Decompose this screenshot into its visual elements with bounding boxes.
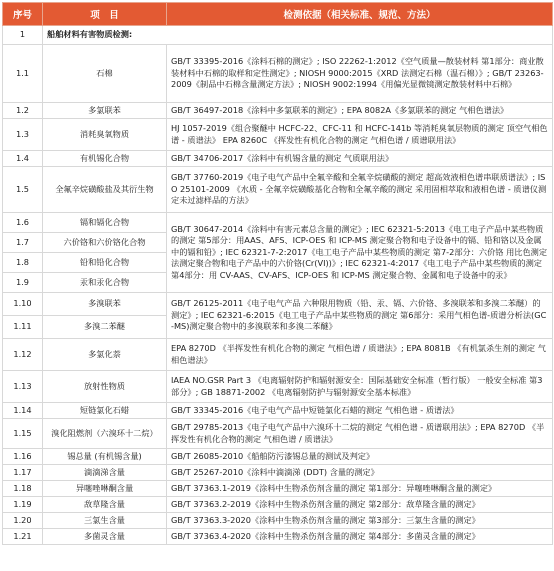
table-row: [3, 151, 553, 167]
row-item: 全氟辛烷磺酸盐及其衍生物: [43, 167, 167, 213]
row-no: 1.13: [3, 371, 43, 403]
row-no: 1.11: [3, 316, 43, 339]
row-item: 铅和铅化合物: [43, 253, 167, 273]
table-row: [3, 449, 553, 465]
table-row: [3, 403, 553, 419]
row-item: 多菌灵含量: [43, 529, 167, 545]
row-item: 多氯化萘: [43, 339, 167, 371]
row-item: 多溴联苯: [43, 293, 167, 316]
table-row: [3, 481, 553, 497]
row-item: 放射性物质: [43, 371, 167, 403]
table-row: [3, 529, 553, 545]
row-item: 石棉: [43, 45, 167, 103]
row-basis: GB/T 37363.4-2020《涂料中生物杀伤剂含量的测定 第4部分：多菌灵含量的测定》: [167, 529, 553, 545]
row-no: 1.2: [3, 103, 43, 119]
row-no: 1.21: [3, 529, 43, 545]
table-row: [3, 339, 553, 371]
header-item: 项 目: [43, 3, 167, 26]
row-basis: GB/T 37363.3-2020《涂料中生物杀伤剂含量的测定 第3部分：三氯生含量的测定》: [167, 513, 553, 529]
row-basis: IAEA NO.GSR Part 3 《电离辐射防护和辐射源安全：国际基础安全标准（暂行版） 一般安全标准 第3部分》; GB 18871-2002 《电离辐射防护与辐射源安全基本标准》: [167, 371, 553, 403]
row-item: 敌草隆含量: [43, 497, 167, 513]
row-item: 有机锡化合物: [43, 151, 167, 167]
row-item: 镉和镉化合物: [43, 213, 167, 233]
row-no: 1.9: [3, 273, 43, 293]
merged-basis-metals: GB/T 30647-2014《涂料中有害元素总含量的测定》; IEC 62321-5:2013《电工电子产品中某些物质的测定 第5部分：用AAS、AFS、ICP-OES 和 ICP-MS 测定聚合物和电子设备中的镉、铅和铬以及金属中的镉和铅》; IEC 62321-7-2:2017《电工电子产品中某些物质的测定 第7-2部分：六价铬 用比色测定法测定聚合物和电子产品中的六价铬(Cr(VI))》; IEC 62321-4:2017《电工电子产品中某些物质的测定 第4部分：用 CV-AAS、CV-AFS、ICP-OES 和 ICP-MS 测定聚合物、金属和电子设备中的汞》: [167, 213, 553, 293]
table-header-row: [3, 3, 553, 26]
category-name: 船舶材料有害物质检测:: [43, 26, 553, 45]
test-standards-table: [2, 2, 553, 545]
table-row: [3, 213, 553, 233]
row-item: 消耗臭氧物质: [43, 119, 167, 151]
row-no: 1.4: [3, 151, 43, 167]
row-basis: GB/T 26085-2010《船舶防污漆锡总量的测试及判定》: [167, 449, 553, 465]
row-no: 1.10: [3, 293, 43, 316]
row-item: 多氯联苯: [43, 103, 167, 119]
header-basis: 检测依据（相关标准、规范、方法）: [167, 3, 553, 26]
row-item: 多溴二苯醚: [43, 316, 167, 339]
row-item: 三氯生含量: [43, 513, 167, 529]
row-no: 1.18: [3, 481, 43, 497]
row-item: 滴滴涕含量: [43, 465, 167, 481]
row-item: 溴化阻燃剂（六溴环十二烷）: [43, 419, 167, 449]
table-row: [3, 465, 553, 481]
table-row: [3, 419, 553, 449]
row-item: 异噻唑啉酮含量: [43, 481, 167, 497]
table-row: [3, 119, 553, 151]
row-no: 1.20: [3, 513, 43, 529]
table-row: [3, 497, 553, 513]
row-no: 1.12: [3, 339, 43, 371]
row-basis: GB/T 33395-2016《涂料石棉的测定》; ISO 22262-1:2012《空气质量—散装材料 第1部分：商业散装材料中石棉的取样和定性测定》; NIOSH 9000:2015《XRD 法测定石棉（温石棉）》; GB/T 23263-2009《制品中石棉含量测定方法》; NIOSH 9002:1994《用偏光显微镜测定散装材料中石棉》: [167, 45, 553, 103]
row-basis: GB/T 37363.2-2019《涂料中生物杀伤剂含量的测定 第2部分：敌草隆含量的测定》: [167, 497, 553, 513]
row-basis: EPA 8270D 《半挥发性有机化合物的测定 气相色谱 / 质谱法》; EPA 8081B 《有机氯杀生剂的测定 气相色谱法》: [167, 339, 553, 371]
row-basis: GB/T 37760-2019《电子电气产品中全氟辛酸和全氟辛烷磺酸的测定 超高效液相色谱串联质谱法》; ISO 25101-2009 《水质 - 全氟辛烷磺酸基化合物和全氟辛酸的测定 采用固相萃取和液相色谱 - 质谱仪测定未过滤样品的方法》: [167, 167, 553, 213]
table-row: [3, 371, 553, 403]
row-no: 1.6: [3, 213, 43, 233]
row-no: 1.3: [3, 119, 43, 151]
row-basis: GB/T 33345-2016《电子电气产品中短链氯化石蜡的测定 气相色谱 - 质谱法》: [167, 403, 553, 419]
row-no: 1.17: [3, 465, 43, 481]
row-basis: GB/T 29785-2013《电子电气产品中六溴环十二烷的测定 气相色谱 - 质谱联用法》; EPA 8270D 《半挥发性有机化合物的测定 气相色谱 / 质谱法》: [167, 419, 553, 449]
category-no: 1: [3, 26, 43, 45]
merged-basis-brominated: GB/T 26125-2011《电子电气产品 六种限用物质（铅、汞、镉、六价铬、多溴联苯和多溴二苯醚）的测定》; IEC 62321-6:2015《电工电子产品中某些物质的测定 第6部分：采用气相色谱-质谱分析法(GC-MS)测定聚合物中的多溴联苯和多溴二苯醚》: [167, 293, 553, 339]
table-row: [3, 45, 553, 103]
category-row: [3, 26, 553, 45]
table-row: [3, 513, 553, 529]
row-basis: HJ 1057-2019《组合聚醚中 HCFC-22、CFC-11 和 HCFC-141b 等消耗臭氧层物质的测定 顶空气相色谱 - 质谱法》 EPA 8260C 《挥发性有机化合物的测定 气相色谱 / 质谱联用法》: [167, 119, 553, 151]
table-row: [3, 293, 553, 316]
row-basis: GB/T 25267-2010《涂料中滴滴涕 (DDT) 含量的测定》: [167, 465, 553, 481]
row-no: 1.1: [3, 45, 43, 103]
row-item: 短链氯化石蜡: [43, 403, 167, 419]
row-no: 1.15: [3, 419, 43, 449]
table-row: [3, 167, 553, 213]
row-no: 1.14: [3, 403, 43, 419]
row-item: 六价铬和六价铬化合物: [43, 233, 167, 253]
row-item: 锡总量 (有机锡含量): [43, 449, 167, 465]
header-no: 序号: [3, 3, 43, 26]
row-no: 1.5: [3, 167, 43, 213]
row-no: 1.19: [3, 497, 43, 513]
row-no: 1.16: [3, 449, 43, 465]
row-item: 汞和汞化合物: [43, 273, 167, 293]
row-no: 1.8: [3, 253, 43, 273]
row-basis: GB/T 37363.1-2019《涂料中生物杀伤剂含量的测定 第1部分：异噻唑啉酮含量的测定》: [167, 481, 553, 497]
row-basis: GB/T 34706-2017《涂料中有机锡含量的测定 气质联用法》: [167, 151, 553, 167]
table-row: [3, 103, 553, 119]
row-no: 1.7: [3, 233, 43, 253]
row-basis: GB/T 36497-2018《涂料中多氯联苯的测定》; EPA 8082A《多氯联苯的测定 气相色谱法》: [167, 103, 553, 119]
